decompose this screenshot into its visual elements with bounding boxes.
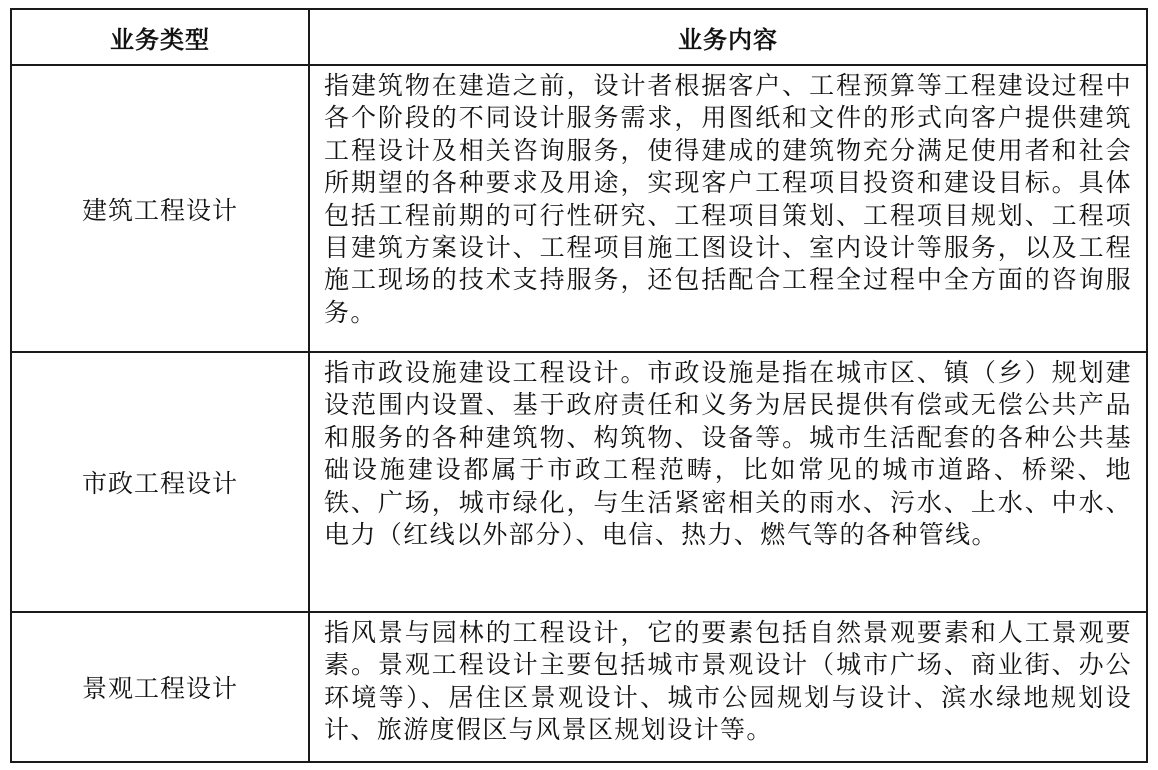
header-business-content: 业务内容 [309, 9, 1147, 65]
row-content-architecture: 指建筑物在建造之前，设计者根据客户、工程预算等工程建设过程中各个阶段的不同设计服务需求，用图纸和文件的形式向客户提供建筑工程设计及相关咨询服务，使得建成的建筑物充分满足使用者和社会所期望的各种要求及用途，实现客户工程项目投资和建设目标。具体包括工程前期的可行性研究、工程项目策划、工程项目规划、工程项目建筑方案设计、工程项目施工图设计、室内设计等服务，以及工程施工现场的技术支持服务，还包括配合工程全过程中全方面的咨询服务。 [309, 65, 1147, 352]
row-content-municipal: 指市政设施建设工程设计。市政设施是指在城市区、镇（乡）规划建设范围内设置、基于政府责任和义务为居民提供有偿或无偿公共产品和服务的各种建筑物、构筑物、设备等。城市生活配套的各种公共基础设施建设都属于市政工程范畴，比如常见的城市道路、桥梁、地铁、广场，城市绿化，与生活紧密相关的雨水、污水、上水、中水、电力（红线以外部分）、电信、热力、燃气等的各种管线。 [309, 352, 1147, 612]
table-row [11, 65, 1147, 352]
row-content-landscape: 指风景与园林的工程设计，它的要素包括自然景观要素和人工景观要素。景观工程设计主要包括城市景观设计（城市广场、商业街、办公环境等）、居住区景观设计、城市公园规划与设计、滨水绿地规划设计、旅游度假区与风景区规划设计等。 [309, 612, 1147, 762]
header-business-type: 业务类型 [11, 9, 309, 65]
business-table [10, 8, 1148, 763]
table-header-row [11, 9, 1147, 65]
business-table-container [10, 8, 1146, 760]
row-type-municipal: 市政工程设计 [11, 352, 309, 612]
table-row [11, 612, 1147, 762]
table-row [11, 352, 1147, 612]
row-type-landscape: 景观工程设计 [11, 612, 309, 762]
row-type-architecture: 建筑工程设计 [11, 65, 309, 352]
